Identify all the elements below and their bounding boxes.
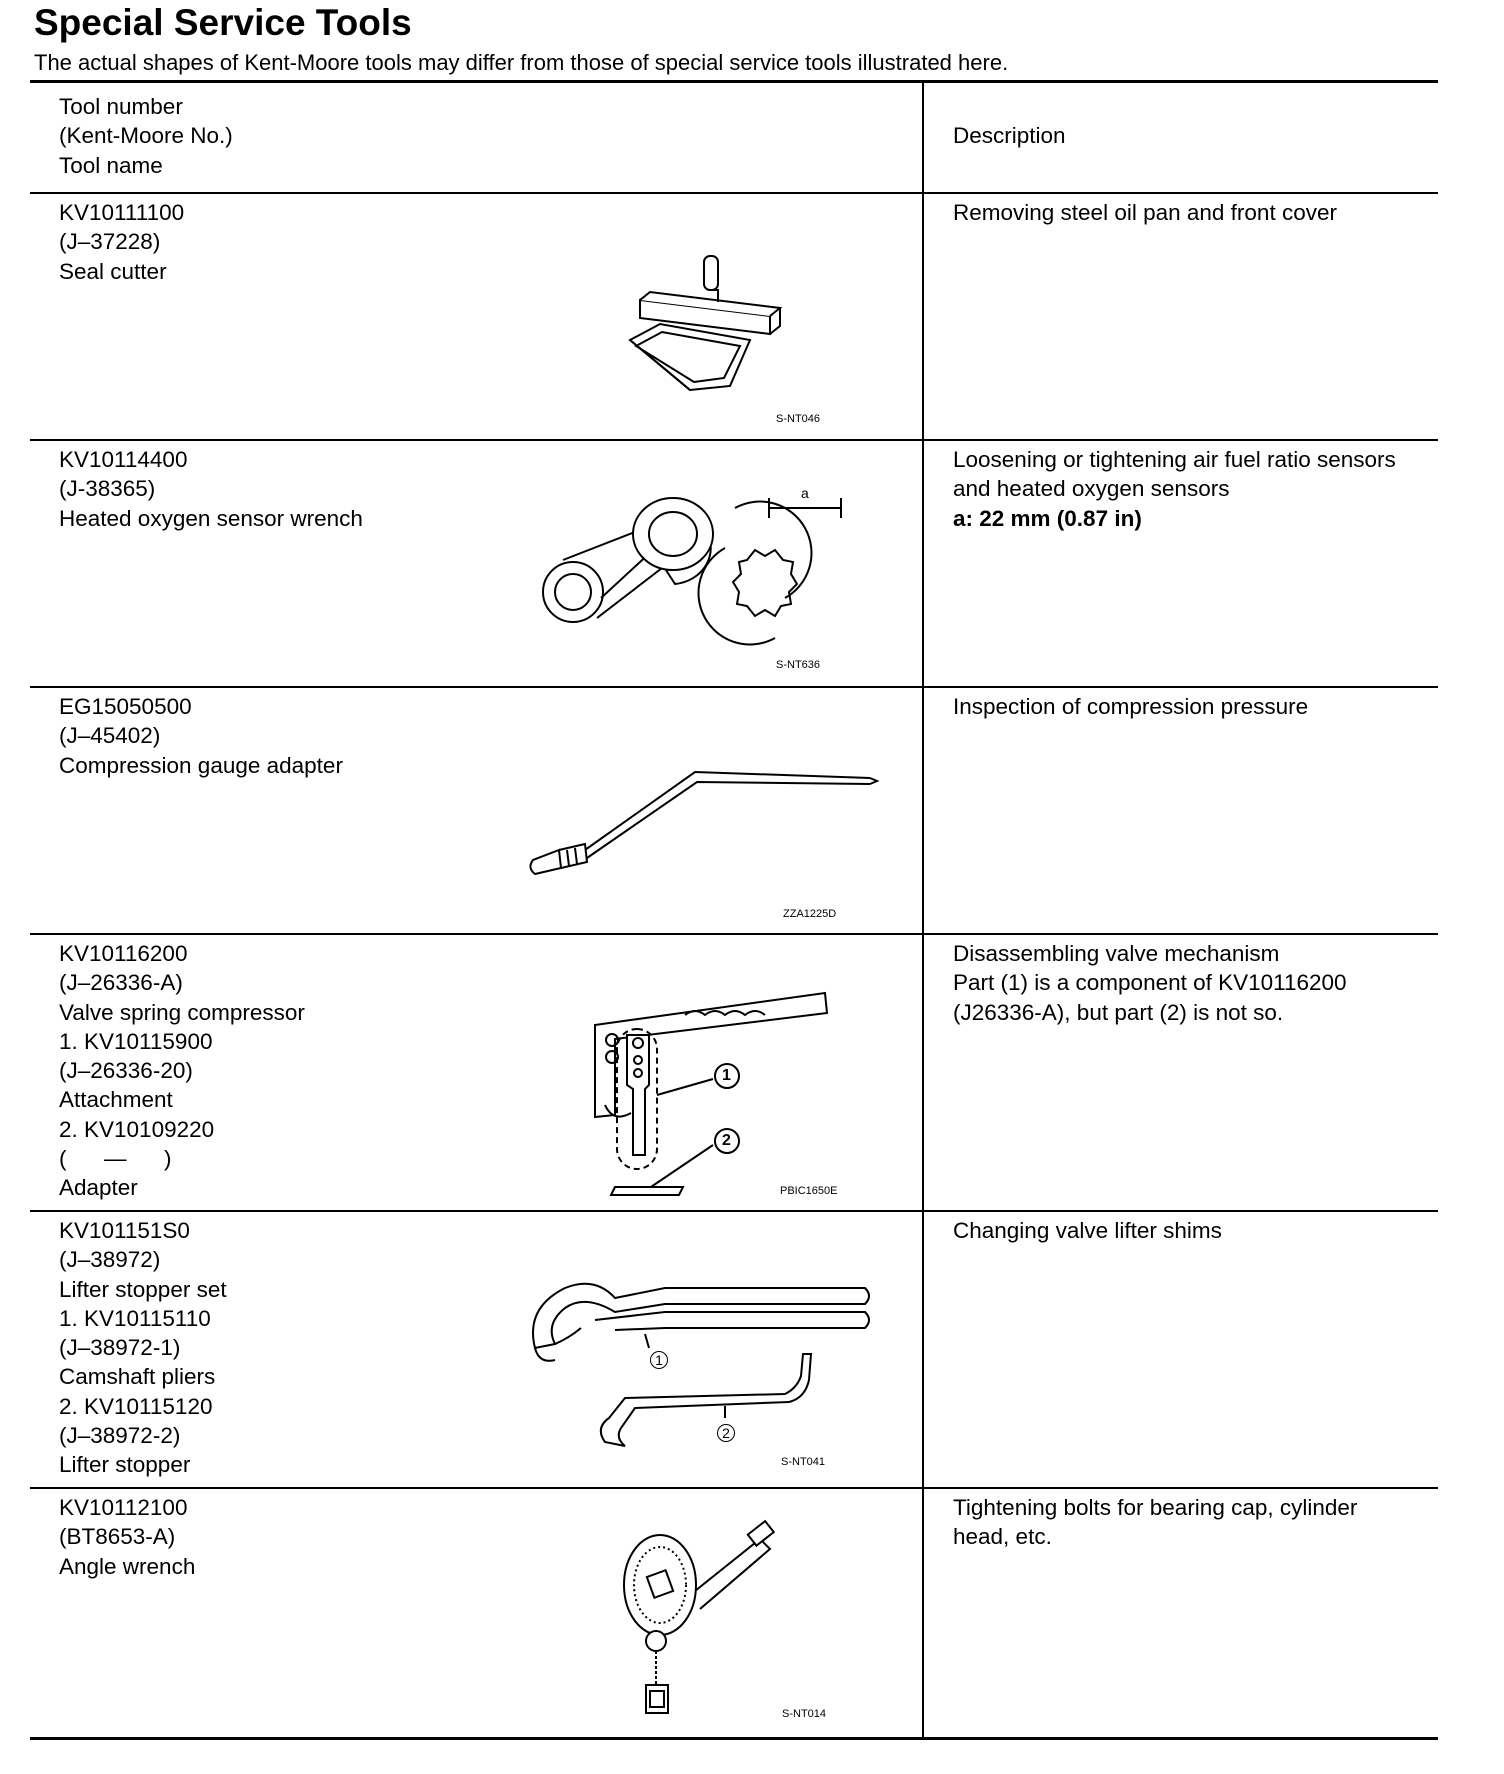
dimension-label: a [801, 485, 809, 501]
figure-code: S-NT014 [782, 1708, 827, 1720]
description-dimension: a: 22 mm (0.87 in) [953, 505, 1142, 531]
header-tool-column [59, 92, 233, 180]
header-line: Tool name [59, 152, 163, 178]
tool-number: KV101151S0 [59, 1218, 190, 1243]
header-line: (Kent-Moore No.) [59, 123, 233, 149]
description-cell-6 [953, 1493, 1433, 1552]
figure-code: S-NT636 [776, 659, 821, 671]
tool-number: KV10116200 [59, 941, 188, 966]
description-line: Changing valve lifter shims [953, 1218, 1222, 1243]
description-cell-5 [953, 1216, 1433, 1245]
tool-cell-2 [59, 445, 363, 533]
part-name: Camshaft pliers [59, 1364, 216, 1390]
callout-2: 2 [717, 1424, 735, 1442]
description-line: and heated oxygen sensors [953, 476, 1230, 502]
tool-name: Compression gauge adapter [59, 752, 343, 778]
row-divider [30, 192, 1438, 194]
kent-moore-number: (J–38972) [59, 1247, 161, 1273]
description-cell-1 [953, 198, 1433, 227]
tool-name: Lifter stopper set [59, 1276, 227, 1302]
row-divider [30, 439, 1438, 441]
description-line: head, etc. [953, 1524, 1052, 1550]
tool-cell-3 [59, 692, 343, 780]
kent-moore-number: (J–38972-1) [59, 1335, 181, 1361]
kent-moore-number: (J–38972-2) [59, 1423, 181, 1449]
tool-number: KV10111100 [59, 200, 185, 225]
kent-moore-number: ( — ) [59, 1146, 172, 1172]
tool-number: KV10112100 [59, 1495, 188, 1520]
description-line: Tightening bolts for bearing cap, cylinder [953, 1495, 1358, 1520]
lifter-stopper-set-illustration [525, 1268, 885, 1478]
kent-moore-number: (BT8653-A) [59, 1524, 176, 1550]
description-cell-3 [953, 692, 1433, 721]
table-bottom-border [30, 1737, 1438, 1740]
figure-code: S-NT046 [776, 413, 821, 425]
tool-name: Heated oxygen sensor wrench [59, 505, 363, 531]
tool-cell-1 [59, 198, 184, 286]
figure-code: ZZA1225D [783, 908, 837, 920]
callout-1: 1 [722, 1067, 731, 1084]
tool-name: Angle wrench [59, 1553, 196, 1579]
tool-cell-4 [59, 939, 305, 1203]
part-number: 1. KV10115110 [59, 1305, 211, 1331]
description-line: Removing steel oil pan and front cover [953, 200, 1337, 225]
tool-cell-5 [59, 1216, 227, 1480]
description-line: Part (1) is a component of KV10116200 [953, 970, 1347, 996]
part-name: Attachment [59, 1087, 173, 1113]
kent-moore-number: (J–37228) [59, 229, 161, 255]
tool-number: EG15050500 [59, 694, 192, 719]
description-cell-2 [953, 445, 1433, 533]
valve-spring-compressor-illustration [575, 985, 875, 1203]
kent-moore-number: (J–26336-20) [59, 1058, 193, 1084]
description-line: Inspection of compression pressure [953, 694, 1309, 719]
page-subtitle: The actual shapes of Kent-Moore tools may differ from those of special service tools illustrated here. [34, 50, 1009, 75]
table-top-border [30, 80, 1438, 83]
header-line: Tool number [59, 94, 183, 119]
row-divider [30, 1210, 1438, 1212]
tool-number: KV10114400 [59, 447, 188, 472]
row-divider [30, 1487, 1438, 1489]
part-number: 1. KV10115900 [59, 1028, 213, 1054]
row-divider [30, 933, 1438, 935]
callout-2: 2 [722, 1132, 731, 1149]
row-divider [30, 686, 1438, 688]
part-name: Adapter [59, 1175, 138, 1201]
description-line: Loosening or tightening air fuel ratio sensors [953, 447, 1396, 472]
kent-moore-number: (J–45402) [59, 723, 161, 749]
figure-code: PBIC1650E [780, 1185, 838, 1197]
part-number: 2. KV10109220 [59, 1116, 215, 1142]
header-line: Description [953, 123, 1066, 148]
oxygen-sensor-wrench-illustration [535, 485, 875, 678]
callout-1: 1 [650, 1351, 668, 1369]
page-title: Special Service Tools [34, 2, 412, 43]
part-number: 2. KV10115120 [59, 1393, 213, 1419]
description-line: Disassembling valve mechanism [953, 941, 1280, 966]
compression-gauge-adapter-illustration [525, 750, 885, 930]
tool-name: Seal cutter [59, 258, 167, 284]
figure-code: S-NT041 [781, 1456, 826, 1468]
part-name: Lifter stopper [59, 1452, 191, 1478]
description-cell-4 [953, 939, 1433, 1027]
kent-moore-number: (J–26336-A) [59, 970, 183, 996]
column-divider [922, 82, 924, 1738]
header-description-column [953, 121, 1433, 150]
kent-moore-number: (J-38365) [59, 476, 156, 502]
description-line: (J26336-A), but part (2) is not so. [953, 999, 1284, 1025]
tool-name: Valve spring compressor [59, 999, 305, 1025]
angle-wrench-illustration [610, 1515, 860, 1730]
tool-cell-6 [59, 1493, 195, 1581]
seal-cutter-illustration [620, 250, 850, 430]
